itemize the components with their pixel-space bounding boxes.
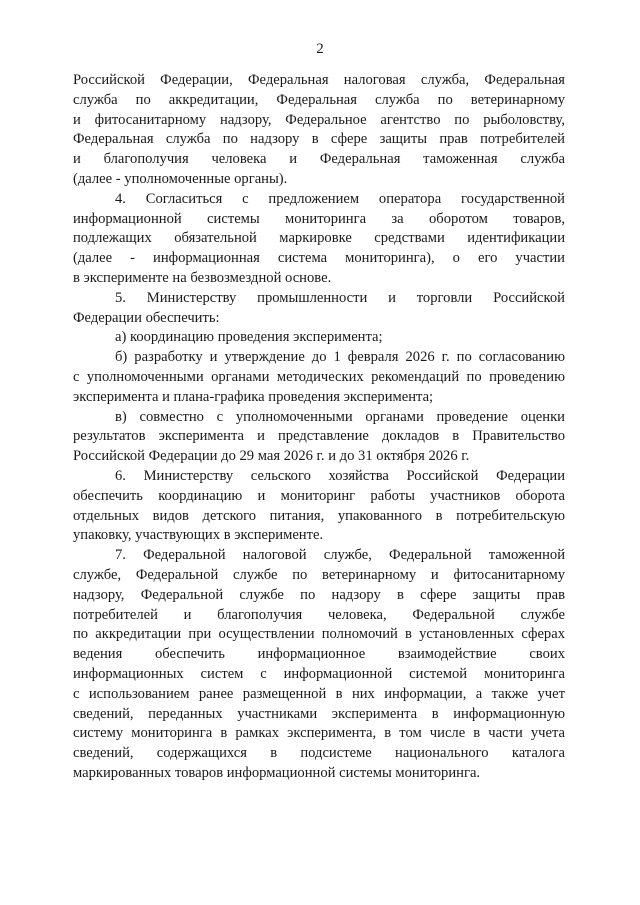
text-line: потребителей и благополучия человека, Федеральной службе — [73, 606, 565, 623]
text-line: информационной системы мониторинга за оборотом товаров, — [73, 210, 565, 227]
text-line: маркированных товаров информационной системы мониторинга. — [73, 764, 481, 781]
text-line: Российской Федерации до 29 мая 2026 г. и до 31 октября 2026 г. — [73, 448, 470, 465]
text-line: и благополучия человека и Федеральная таможенная служба — [73, 151, 565, 168]
text-line: с уполномоченными органами методических рекомендаций по проведению — [73, 368, 565, 385]
text-line: систему мониторинга в рамках эксперимента, в том числе в части учета — [73, 725, 565, 742]
text-line: отдельных видов детского питания, упакованного в потребительскую — [73, 507, 565, 524]
text-line: по аккредитации при осуществлении полномочий в установленных сферах — [73, 626, 565, 643]
text-line: надзору, Федеральной службе по надзору в сфере защиты прав — [73, 586, 565, 603]
text-line: и фитосанитарному надзору, Федеральное агентство по рыболовству, — [73, 111, 565, 128]
text-line: службе, Федеральной службе по ветеринарному и фитосанитарному — [73, 566, 565, 583]
document-body — [73, 71, 565, 784]
text-line: (далее - уполномоченные органы). — [73, 170, 288, 187]
text-line: 6. Министерству сельского хозяйства Российской Федерации — [115, 467, 565, 484]
text-line: обеспечить координацию и мониторинг работы участников оборота — [73, 487, 565, 504]
text-line: служба по аккредитации, Федеральная служба по ветеринарному — [73, 91, 565, 108]
text-line: 7. Федеральной налоговой службе, Федеральной таможенной — [115, 547, 565, 564]
text-line: эксперимента и плана-графика проведения эксперимента; — [73, 388, 434, 405]
text-line: сведений, переданных участниками эксперимента в информационную — [73, 705, 565, 722]
text-line: 4. Согласиться с предложением оператора государственной — [115, 190, 565, 207]
text-line: с использованием ранее размещенной в них информации, а также учет — [73, 685, 565, 702]
text-line: упаковку, участвующих в эксперименте. — [73, 527, 324, 544]
text-line: б) разработку и утверждение до 1 февраля 2026 г. по согласованию — [115, 349, 565, 366]
text-line: (далее - информационная система мониторинга), о его участии — [73, 250, 565, 267]
text-line: 5. Министерству промышленности и торговли Российской — [115, 289, 565, 306]
text-line: а) координацию проведения эксперимента; — [115, 329, 383, 346]
text-line: в эксперименте на безвозмездной основе. — [73, 269, 332, 286]
text-line: Российской Федерации, Федеральная налоговая служба, Федеральная — [73, 72, 565, 88]
page-number: 2 — [316, 41, 324, 57]
text-line: подлежащих обязательной маркировке средствами идентификации — [73, 230, 565, 247]
text-line: Федеральная служба по надзору в сфере защиты прав потребителей — [73, 131, 565, 148]
text-line: информационных систем с информационной системой мониторинга — [73, 665, 565, 682]
text-line: сведений, содержащихся в подсистеме национального каталога — [73, 745, 565, 762]
text-line: ведения обеспечить информационное взаимодействие своих — [73, 646, 565, 663]
text-line: в) совместно с уполномоченными органами проведение оценки — [115, 408, 565, 425]
text-line: результатов эксперимента и представление докладов в Правительство — [73, 428, 565, 445]
text-line: Федерации обеспечить: — [73, 309, 220, 326]
